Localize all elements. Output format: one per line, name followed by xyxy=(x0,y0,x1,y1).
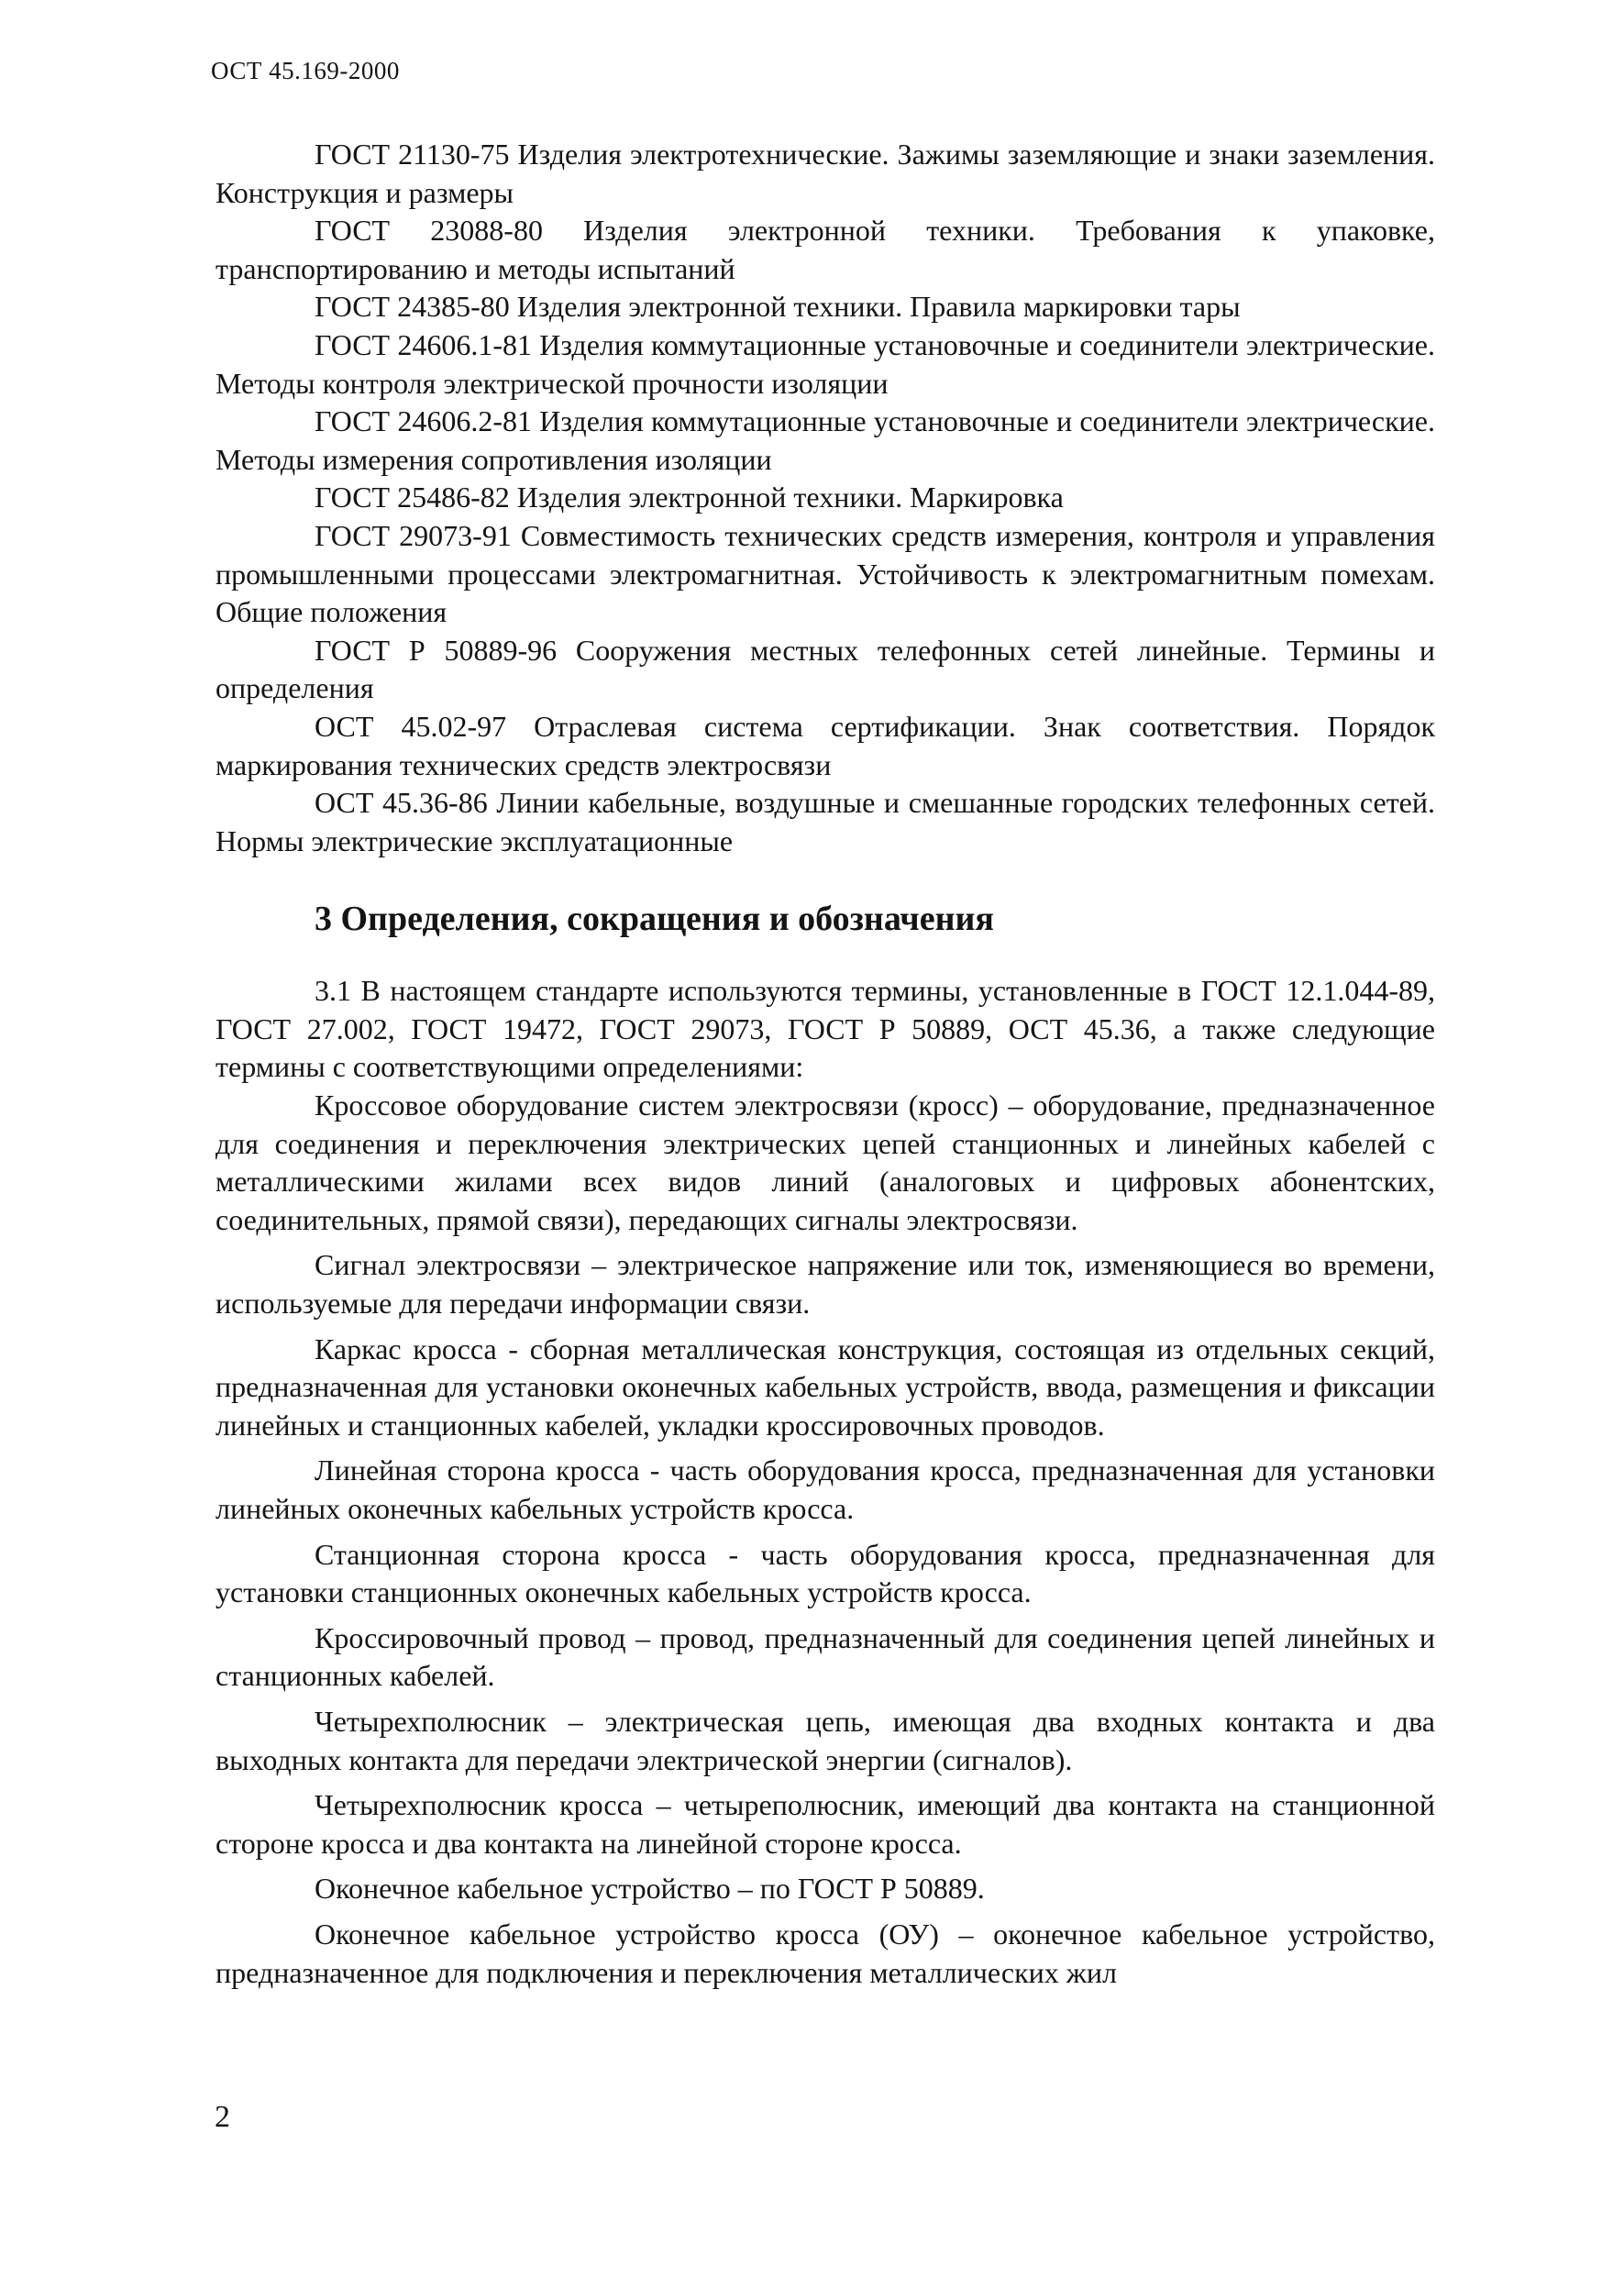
page-body xyxy=(215,136,1435,1992)
definition-line-side: Линейная сторона кросса - часть оборудования кросса, предназначенная для установки линейных оконечных кабельных устройств кросса. xyxy=(215,1453,1435,1525)
section-heading: 3 Определения, сокращения и обозначения xyxy=(315,900,994,939)
reference-gost-24606-1: ГОСТ 24606.1-81 Изделия коммутационные установочные и соединители электрические. Методы контроля электрической прочности изоляции xyxy=(215,327,1435,400)
reference-gost-29073: ГОСТ 29073-91 Совместимость технических средств измерения, контроля и управления промышленными процессами электромагнитная. Устойчивость к электромагнитным помехам. Общие положения xyxy=(215,518,1435,629)
reference-gost-r-50889: ГОСТ Р 50889-96 Сооружения местных телефонных сетей линейные. Термины и определения xyxy=(215,633,1435,705)
definition-signal: Сигнал электросвязи – электрическое напряжение или ток, изменяющиеся во времени, используемые для передачи информации связи. xyxy=(215,1248,1435,1321)
definition-terminal-device: Оконечное кабельное устройство – по ГОСТ Р 50889. xyxy=(315,1872,985,1906)
page-number: 2 xyxy=(215,2100,230,2134)
definition-cross-frame: Каркас кросса - сборная металлическая конструкция, состоящая из отдельных секций, предназначенная для установки оконечных кабельных устройств, ввода, размещения и фиксации линейных и станционных кабелей, укладки кроссировочных проводов. xyxy=(215,1332,1435,1442)
definition-station-side: Станционная сторона кросса - часть оборудования кросса, предназначенная для установки станционных оконечных кабельных устройств кросса. xyxy=(215,1537,1435,1609)
reference-ost-45-02: ОСТ 45.02-97 Отраслевая система сертификации. Знак соответствия. Порядок маркирования технических средств электросвязи xyxy=(215,709,1435,781)
reference-gost-23088: ГОСТ 23088-80 Изделия электронной техники. Требования к упаковке, транспортированию и методы испытаний xyxy=(215,214,1435,285)
definition-quadripole: Четырехполюсник – электрическая цепь, имеющая два входных контакта и два выходных контакта для передачи электрической энергии (сигналов). xyxy=(215,1704,1435,1776)
definition-cross-equipment: Кроссовое оборудование систем электросвязи (кросс) – оборудование, предназначенное для соединения и переключения электрических цепей станционных и линейных кабелей с металлическими жилами всех видов линий (аналоговых и цифровых абонентских, соединительных, прямой связи), передающих сигналы электросвязи. xyxy=(215,1089,1435,1236)
section-intro-paragraph: 3.1 В настоящем стандарте используются термины, установленные в ГОСТ 12.1.044-89, ГОСТ 27.002, ГОСТ 19472, ГОСТ 29073, ГОСТ Р 50889, ОСТ 45.36, а также следующие термины с соответствующими определениями: xyxy=(215,974,1435,1084)
reference-ost-45-36: ОСТ 45.36-86 Линии кабельные, воздушные и смешанные городских телефонных сетей. Нормы электрические эксплуатационные xyxy=(215,786,1435,857)
definition-cross-wire: Кроссировочный провод – провод, предназначенный для соединения цепей линейных и станционных кабелей. xyxy=(215,1620,1435,1693)
reference-gost-24606-2: ГОСТ 24606.2-81 Изделия коммутационные установочные и соединители электрические. Методы измерения сопротивления изоляции xyxy=(215,404,1435,476)
reference-gost-21130: ГОСТ 21130-75 Изделия электротехнические. Зажимы заземляющие и знаки заземления. Конструкция и размеры xyxy=(215,138,1435,209)
reference-gost-25486: ГОСТ 25486-82 Изделия электронной техники. Маркировка xyxy=(315,481,1064,514)
definition-cross-terminal-device: Оконечное кабельное устройство кросса (ОУ) – оконечное кабельное устройство, предназначенное для подключения и переключения металлических жил xyxy=(215,1917,1435,1989)
reference-gost-24385: ГОСТ 24385-80 Изделия электронной техники. Правила маркировки тары xyxy=(315,290,1241,324)
definition-cross-quadripole: Четырехполюсник кросса – четыреполюсник, имеющий два контакта на станционной стороне кросса и два контакта на линейной стороне кросса. xyxy=(215,1788,1435,1860)
document-code-header: ОСТ 45.169-2000 xyxy=(211,57,400,84)
